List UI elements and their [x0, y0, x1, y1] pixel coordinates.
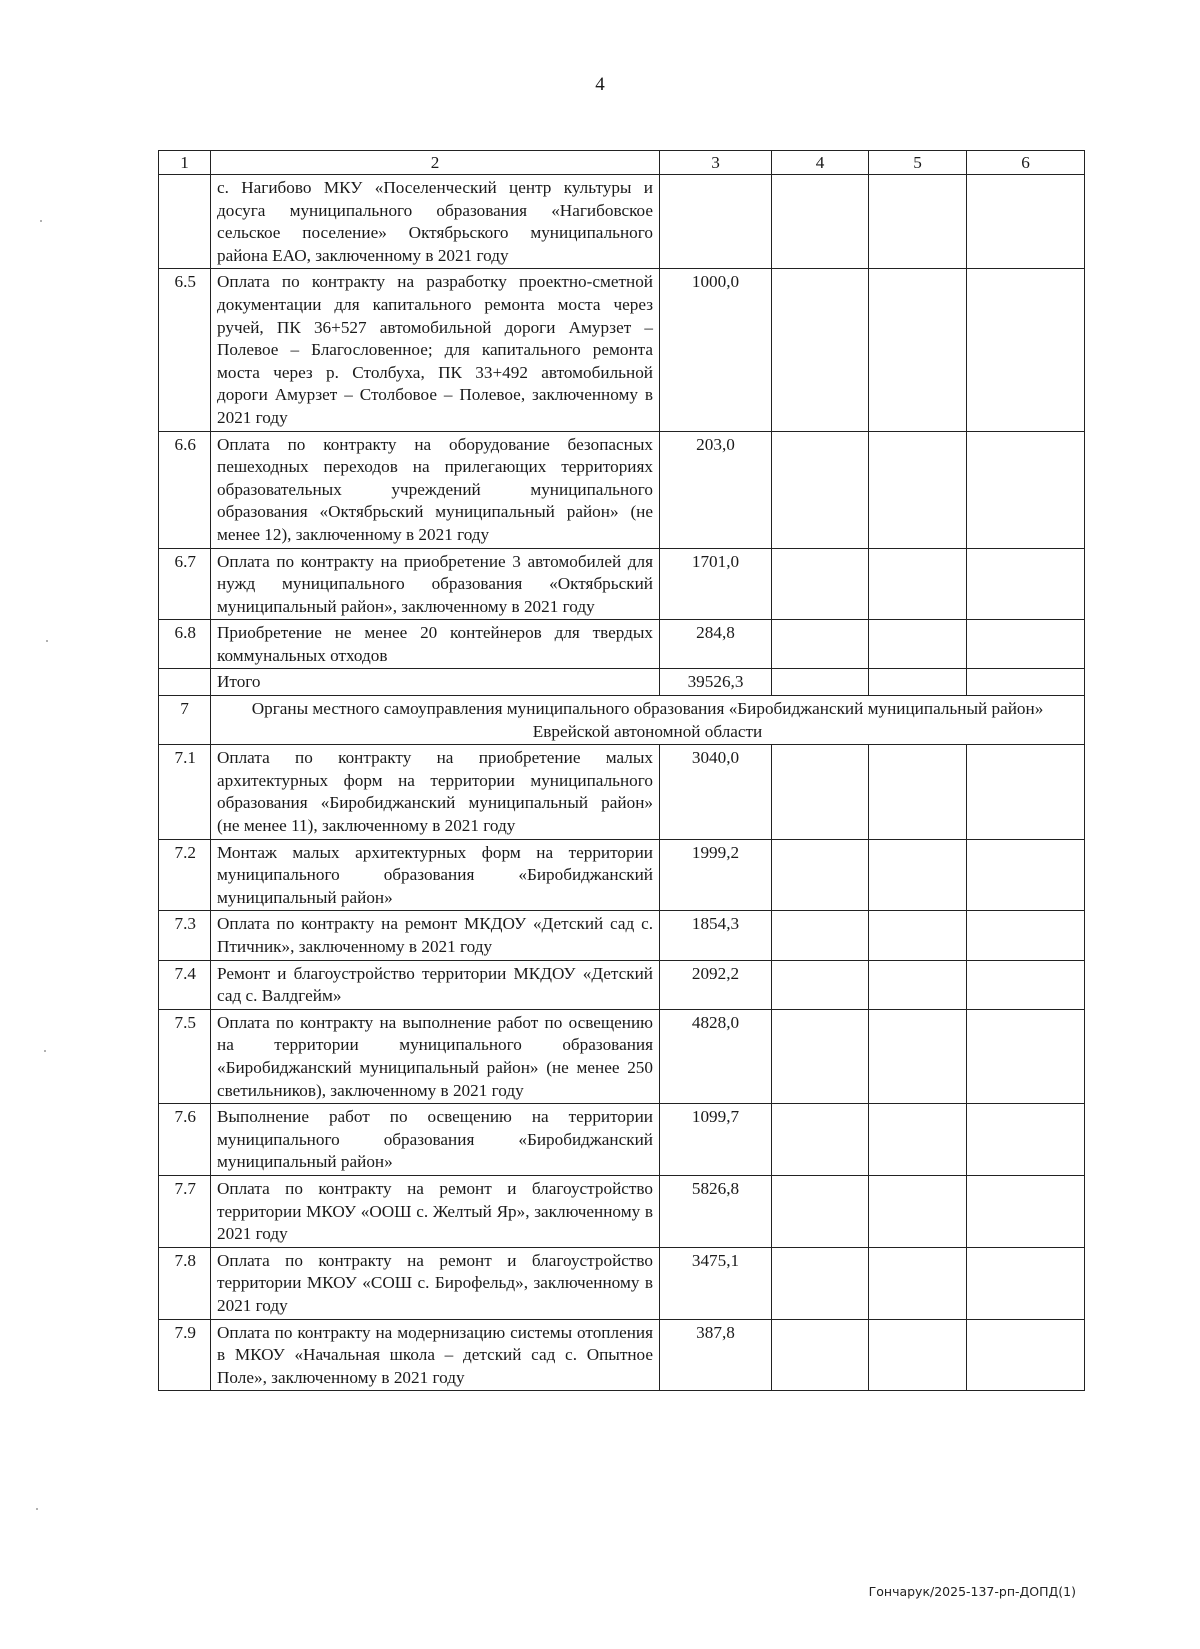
row-description: Ремонт и благоустройство территории МКДОУ «Детский сад с. Валдгейм» — [211, 960, 660, 1009]
row-value: 2092,2 — [660, 960, 772, 1009]
empty-cell — [772, 269, 869, 431]
empty-cell — [869, 431, 967, 548]
row-value: 3040,0 — [660, 745, 772, 839]
table-row — [159, 1175, 1085, 1247]
empty-cell — [869, 1319, 967, 1391]
empty-cell — [967, 960, 1085, 1009]
row-description: Оплата по контракту на приобретение 3 автомобилей для нужд муниципального образования «Октябрьский муниципальный район», заключенному в 2021 году — [211, 548, 660, 620]
empty-cell — [967, 839, 1085, 911]
table-header-row — [159, 151, 1085, 175]
row-number: 6.7 — [159, 548, 211, 620]
empty-cell — [869, 1247, 967, 1319]
empty-cell — [772, 175, 869, 269]
empty-cell — [772, 1009, 869, 1103]
row-description: Оплата по контракту на разработку проектно-сметной документации для капитального ремонта моста через ручей, ПК 36+527 автомобильной дороги Амурзет – Полевое – Благословенное; для капитального ремонта моста через р. Столбуха, ПК 33+492 автомобильной дороги Амурзет – Столбовое – Полевое, заключенному в 2021 году — [211, 269, 660, 431]
row-value — [660, 175, 772, 269]
table-row — [159, 548, 1085, 620]
section-title: Органы местного самоуправления муниципального образования «Биробиджанский муниципальный район» Еврейской автономной области — [211, 696, 1085, 745]
empty-cell — [967, 1247, 1085, 1319]
empty-cell — [869, 960, 967, 1009]
row-value: 1854,3 — [660, 911, 772, 960]
table-row — [159, 1009, 1085, 1103]
empty-cell — [869, 839, 967, 911]
empty-cell — [967, 175, 1085, 269]
row-description: Оплата по контракту на выполнение работ по освещению на территории муниципального образования «Биробиджанский муниципальный район» (не менее 250 светильников), заключенному в 2021 году — [211, 1009, 660, 1103]
row-description: Выполнение работ по освещению на территории муниципального образования «Биробиджанский муниципальный район» — [211, 1104, 660, 1176]
row-number: 7.4 — [159, 960, 211, 1009]
table-row — [159, 960, 1085, 1009]
empty-cell — [869, 1175, 967, 1247]
row-number: 7.7 — [159, 1175, 211, 1247]
row-description: Приобретение не менее 20 контейнеров для твердых коммунальных отходов — [211, 620, 660, 669]
empty-cell — [772, 960, 869, 1009]
row-value: 3475,1 — [660, 1247, 772, 1319]
empty-cell — [967, 1175, 1085, 1247]
table-row — [159, 1319, 1085, 1391]
empty-cell — [967, 1319, 1085, 1391]
row-description: Оплата по контракту на ремонт и благоустройство территории МКОУ «ООШ с. Желтый Яр», заключенному в 2021 году — [211, 1175, 660, 1247]
total-label: Итого — [211, 669, 660, 696]
section-row — [159, 696, 1085, 745]
total-value: 39526,3 — [660, 669, 772, 696]
row-value: 284,8 — [660, 620, 772, 669]
empty-cell — [772, 669, 869, 696]
empty-cell — [967, 669, 1085, 696]
row-number — [159, 669, 211, 696]
table-row — [159, 745, 1085, 839]
column-header: 4 — [772, 151, 869, 175]
table-row — [159, 431, 1085, 548]
table-row — [159, 620, 1085, 669]
empty-cell — [869, 1104, 967, 1176]
scan-speck — [40, 220, 42, 222]
empty-cell — [869, 175, 967, 269]
empty-cell — [772, 839, 869, 911]
row-description: с. Нагибово МКУ «Поселенческий центр культуры и досуга муниципального образования «Нагибовское сельское поселение» Октябрьского муниципального района ЕАО, заключенному в 2021 году — [211, 175, 660, 269]
table-row — [159, 911, 1085, 960]
page-number: 4 — [595, 74, 605, 95]
row-value: 1099,7 — [660, 1104, 772, 1176]
row-number: 7.5 — [159, 1009, 211, 1103]
document-footer-id: Гончарук/2025-137-рп-ДОПД(1) — [868, 1584, 1076, 1599]
empty-cell — [772, 1319, 869, 1391]
row-description: Оплата по контракту на ремонт МКДОУ «Детский сад с. Птичник», заключенному в 2021 году — [211, 911, 660, 960]
empty-cell — [967, 269, 1085, 431]
row-value: 387,8 — [660, 1319, 772, 1391]
empty-cell — [869, 620, 967, 669]
row-value: 4828,0 — [660, 1009, 772, 1103]
section-number: 7 — [159, 696, 211, 745]
scan-speck — [36, 1508, 38, 1510]
row-description: Оплата по контракту на модернизацию системы отопления в МКОУ «Начальная школа – детский сад с. Опытное Поле», заключенному в 2021 году — [211, 1319, 660, 1391]
row-number: 6.6 — [159, 431, 211, 548]
row-number: 7.3 — [159, 911, 211, 960]
row-description: Оплата по контракту на приобретение малых архитектурных форм на территории муниципального образования «Биробиджанский муниципальный район» (не менее 11), заключенному в 2021 году — [211, 745, 660, 839]
empty-cell — [869, 745, 967, 839]
row-number: 6.5 — [159, 269, 211, 431]
row-value: 1999,2 — [660, 839, 772, 911]
row-number: 7.6 — [159, 1104, 211, 1176]
empty-cell — [772, 745, 869, 839]
empty-cell — [967, 620, 1085, 669]
row-number: 7.1 — [159, 745, 211, 839]
empty-cell — [967, 548, 1085, 620]
empty-cell — [772, 911, 869, 960]
empty-cell — [869, 1009, 967, 1103]
empty-cell — [869, 911, 967, 960]
empty-cell — [967, 431, 1085, 548]
empty-cell — [869, 548, 967, 620]
table-row — [159, 269, 1085, 431]
empty-cell — [772, 1175, 869, 1247]
empty-cell — [772, 1247, 869, 1319]
row-number: 6.8 — [159, 620, 211, 669]
empty-cell — [772, 548, 869, 620]
empty-cell — [967, 1104, 1085, 1176]
empty-cell — [869, 669, 967, 696]
total-row — [159, 669, 1085, 696]
table-row — [159, 1247, 1085, 1319]
row-number: 7.9 — [159, 1319, 211, 1391]
scan-speck — [46, 640, 48, 642]
row-number: 7.8 — [159, 1247, 211, 1319]
row-number — [159, 175, 211, 269]
empty-cell — [772, 431, 869, 548]
budget-table — [158, 150, 1085, 1391]
empty-cell — [772, 620, 869, 669]
table-row — [159, 839, 1085, 911]
column-header: 1 — [159, 151, 211, 175]
table-row — [159, 175, 1085, 269]
row-value: 1701,0 — [660, 548, 772, 620]
column-header: 6 — [967, 151, 1085, 175]
column-header: 2 — [211, 151, 660, 175]
empty-cell — [772, 1104, 869, 1176]
row-value: 203,0 — [660, 431, 772, 548]
empty-cell — [967, 911, 1085, 960]
empty-cell — [967, 745, 1085, 839]
empty-cell — [967, 1009, 1085, 1103]
column-header: 3 — [660, 151, 772, 175]
row-description: Оплата по контракту на ремонт и благоустройство территории МКОУ «СОШ с. Бирофельд», заключенному в 2021 году — [211, 1247, 660, 1319]
table-row — [159, 1104, 1085, 1176]
row-number: 7.2 — [159, 839, 211, 911]
row-value: 5826,8 — [660, 1175, 772, 1247]
row-description: Монтаж малых архитектурных форм на территории муниципального образования «Биробиджанский муниципальный район» — [211, 839, 660, 911]
row-description: Оплата по контракту на оборудование безопасных пешеходных переходов на прилегающих территориях образовательных учреждений муниципального образования «Октябрьский муниципальный район» (не менее 12), заключенному в 2021 году — [211, 431, 660, 548]
row-value: 1000,0 — [660, 269, 772, 431]
scan-speck — [44, 1050, 46, 1052]
column-header: 5 — [869, 151, 967, 175]
empty-cell — [869, 269, 967, 431]
